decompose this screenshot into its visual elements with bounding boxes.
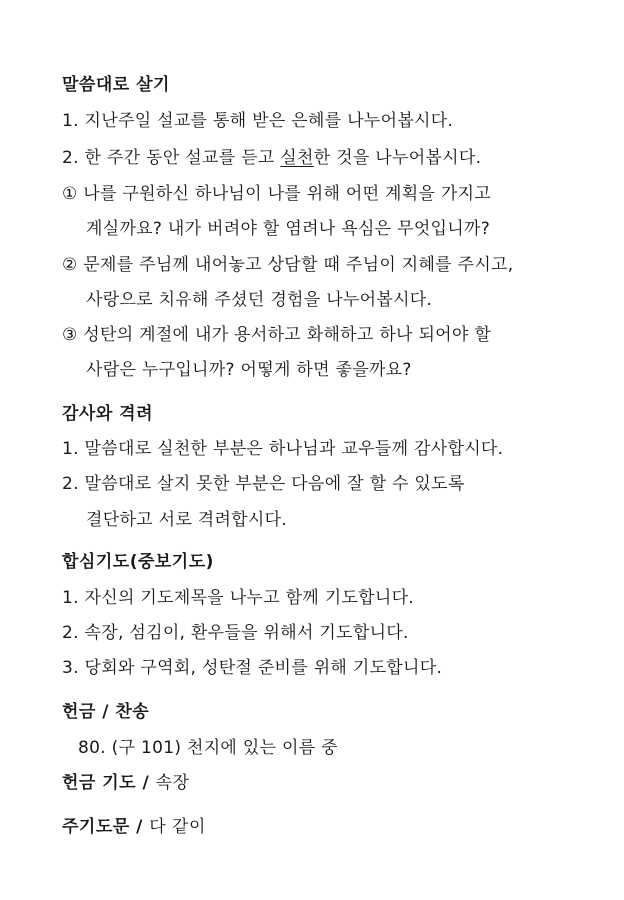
section-title-thanks: 감사와 격려 [62, 404, 154, 424]
question-2-line-2: 사랑으로 치유해 주셨던 경험을 나누어봅시다. [86, 290, 433, 310]
question-3-line-2: 사람은 누구입니까? 어떻게 하면 좋을까요? [86, 360, 412, 380]
living-word-item-2-underlined: 실천 [280, 148, 314, 168]
living-word-item-2-pre: 2. 한 주간 동안 설교를 듣고 [62, 148, 281, 168]
offering-prayer-value: 속장 [155, 773, 190, 793]
section-title-prayer: 합심기도(중보기도) [62, 552, 214, 572]
thanks-item-2-line-1: 2. 말씀대로 살지 못한 부분은 다음에 잘 할 수 있도록 [62, 474, 465, 494]
prayer-item-1: 1. 자신의 기도제목을 나누고 함께 기도합니다. [62, 588, 415, 608]
question-1-line-2: 계실까요? 내가 버려야 할 염려나 욕심은 무엇입니까? [86, 219, 491, 239]
question-3-line-1: ③ 성탄의 계절에 내가 용서하고 화해하고 하나 되어야 할 [62, 325, 492, 345]
section-title-lords-prayer [62, 812, 206, 837]
lords-prayer-value: 다 같이 [149, 817, 206, 837]
living-word-item-2-post: 한 것을 나누어봅시다. [313, 148, 482, 168]
prayer-item-3: 3. 당회와 구역회, 성탄절 준비를 위해 기도합니다. [62, 658, 443, 678]
question-2-line-1: ② 문제를 주님께 내어놓고 상담할 때 주님이 지혜를 주시고, [62, 255, 514, 275]
question-1-line-1: ① 나를 구원하신 하나님이 나를 위해 어떤 계획을 가지고 [62, 184, 492, 204]
section-title-offering-prayer [62, 768, 190, 793]
section-title-offering-hymn: 헌금 / 찬송 [62, 702, 150, 722]
living-word-item-2 [62, 143, 481, 168]
hymn-line: 80. (구 101) 천지에 있는 이름 중 [78, 738, 338, 758]
offering-prayer-label: 헌금 기도 / [62, 773, 156, 793]
thanks-item-1: 1. 말씀대로 실천한 부분은 하나님과 교우들께 감사합시다. [62, 439, 504, 459]
thanks-item-2-line-2: 결단하고 서로 격려합시다. [86, 510, 288, 530]
section-title-living-word: 말씀대로 살기 [62, 75, 170, 95]
prayer-item-2: 2. 속장, 섬김이, 환우들을 위해서 기도합니다. [62, 623, 409, 643]
lords-prayer-label: 주기도문 / [62, 817, 150, 837]
living-word-item-1: 1. 지난주일 설교를 통해 받은 은혜를 나누어봅시다. [62, 111, 454, 131]
